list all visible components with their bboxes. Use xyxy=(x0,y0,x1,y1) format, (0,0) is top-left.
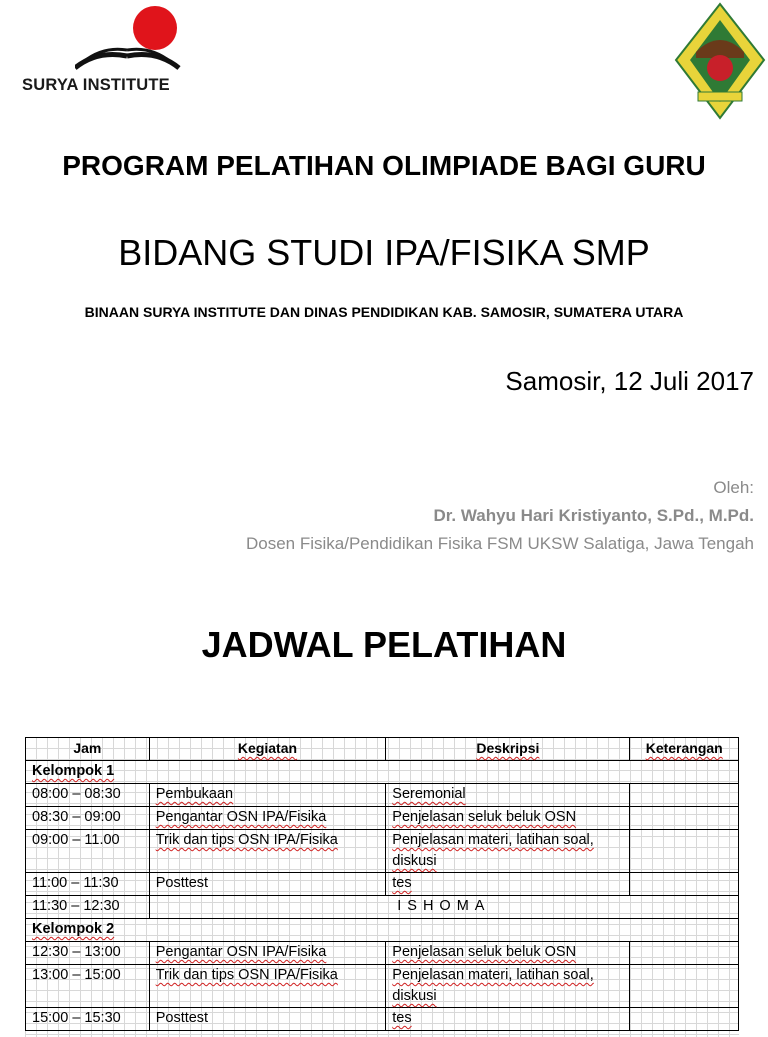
author-affiliation: Dosen Fisika/Pendidikan Fisika FSM UKSW Salatiga, Jawa Tengah xyxy=(245,534,754,553)
table-row xyxy=(26,830,739,873)
cell-description: Penjelasan materi, latihan soal, diskusi xyxy=(386,830,630,873)
header-keterangan: Keterangan xyxy=(630,738,739,761)
cell-activity: Pengantar OSN IPA/Fisika xyxy=(149,942,386,965)
cell-activity: Posttest xyxy=(149,1008,386,1031)
logo-text: SURYA INSTITUTE xyxy=(22,76,170,94)
schedule-title: JADWAL PELATIHAN xyxy=(201,624,567,665)
table-row xyxy=(26,965,739,1008)
cell-notes xyxy=(630,784,739,807)
cell-notes xyxy=(630,1008,739,1031)
group-row xyxy=(26,761,739,784)
program-subtitle: BINAAN SURYA INSTITUTE DAN DINAS PENDIDIKAN KAB. SAMOSIR, SUMATERA UTARA xyxy=(84,304,684,320)
cell-activity: Trik dan tips OSN IPA/Fisika xyxy=(149,965,386,1008)
cell-time: 11:30 – 12:30 xyxy=(26,896,150,919)
cell-notes xyxy=(630,942,739,965)
cell-time: 15:00 – 15:30 xyxy=(26,1008,150,1031)
table-header-row xyxy=(26,738,739,761)
cell-notes xyxy=(630,807,739,830)
cell-description: Penjelasan seluk beluk OSN xyxy=(386,942,630,965)
group-row xyxy=(26,919,739,942)
cell-description: Penjelasan seluk beluk OSN xyxy=(386,807,630,830)
cell-activity: Pengantar OSN IPA/Fisika xyxy=(149,807,386,830)
cell-time: 13:00 – 15:00 xyxy=(26,965,150,1008)
schedule-table xyxy=(25,737,739,1031)
byline xyxy=(246,474,754,558)
header-deskripsi: Deskripsi xyxy=(386,738,630,761)
cell-notes xyxy=(630,965,739,1008)
author-name: Dr. Wahyu Hari Kristiyanto, S.Pd., M.Pd. xyxy=(433,506,754,525)
header-kegiatan: Kegiatan xyxy=(149,738,386,761)
program-title: PROGRAM PELATIHAN OLIMPIADE BAGI GURU xyxy=(62,150,706,181)
schedule-table-container xyxy=(25,737,739,1037)
cell-time: 09:00 – 11.00 xyxy=(26,830,150,873)
cell-description: Seremonial xyxy=(386,784,630,807)
cell-activity: Posttest xyxy=(149,873,386,896)
cell-time: 08:30 – 09:00 xyxy=(26,807,150,830)
cell-activity: Pembukaan xyxy=(149,784,386,807)
cell-notes xyxy=(630,830,739,873)
byline-label: Oleh: xyxy=(713,478,754,497)
table-row xyxy=(26,784,739,807)
header-jam: Jam xyxy=(26,738,150,761)
cell-description: tes xyxy=(386,1008,630,1031)
cell-description: Penjelasan materi, latihan soal, diskusi xyxy=(386,965,630,1008)
group-label: Kelompok 1 xyxy=(26,761,739,784)
cell-time: 12:30 – 13:00 xyxy=(26,942,150,965)
table-row xyxy=(26,896,739,919)
logo-sun-book-icon xyxy=(75,6,185,76)
cell-description: tes xyxy=(386,873,630,896)
program-date: Samosir, 12 Juli 2017 xyxy=(505,366,754,396)
cell-time: 08:00 – 08:30 xyxy=(26,784,150,807)
cell-notes xyxy=(630,873,739,896)
samosir-regency-seal-icon xyxy=(674,2,766,120)
cell-activity: Trik dan tips OSN IPA/Fisika xyxy=(149,830,386,873)
table-row xyxy=(26,1008,739,1031)
group-label: Kelompok 2 xyxy=(26,919,739,942)
cell-time: 11:00 – 11:30 xyxy=(26,873,150,896)
table-row xyxy=(26,807,739,830)
table-row xyxy=(26,942,739,965)
cell-break: ISHOMA xyxy=(149,896,738,919)
surya-institute-logo xyxy=(20,6,210,96)
subject-title: BIDANG STUDI IPA/FISIKA SMP xyxy=(118,232,650,273)
table-row xyxy=(26,873,739,896)
